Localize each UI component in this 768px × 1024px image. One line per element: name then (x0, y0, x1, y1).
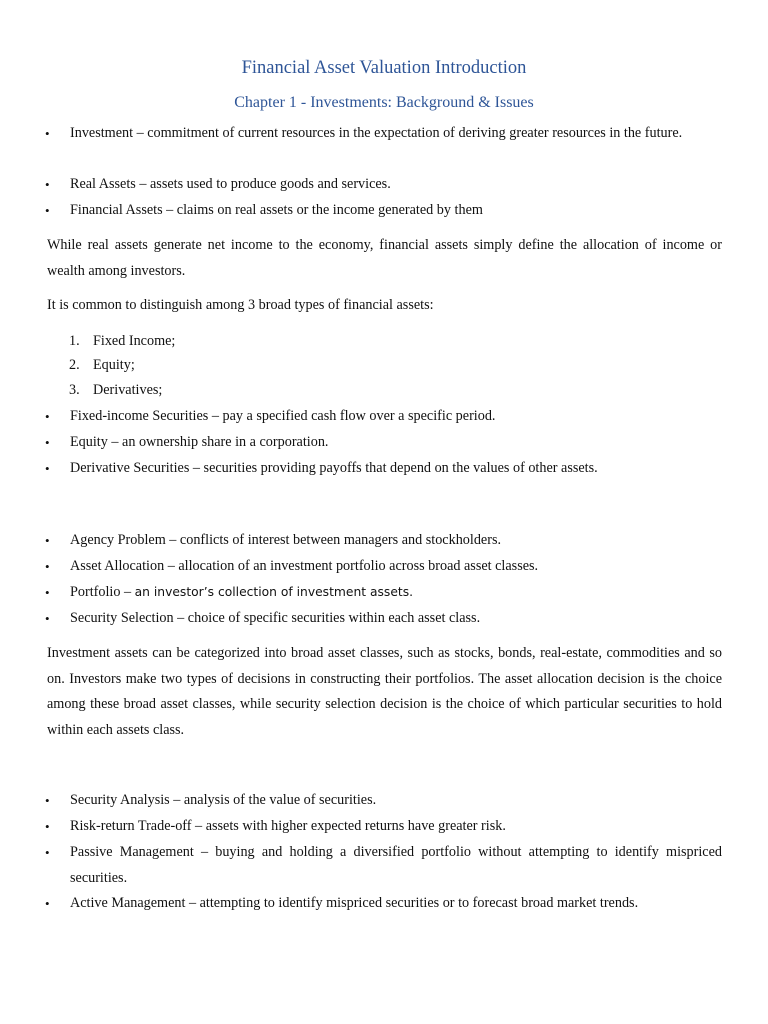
bullet-icon: • (45, 896, 50, 911)
bullet-icon: • (45, 435, 50, 450)
paragraph: Investment assets can be categorized into broad asset classes, such as stocks, bonds, real-estate, commodities and so on. Investors make two types of decisions in constructing their portfolios. The asset allocation decision is the choice among these broad asset classes, while security selection decision is the choice of which particular securities to hold within each assets class. (47, 645, 722, 738)
chapter-subtitle: Chapter 1 - Investments: Background & Issues (234, 94, 534, 111)
bullet-icon: • (45, 585, 50, 600)
bullet-icon: • (45, 533, 50, 548)
list-item-text: Derivative Securities – securities providing payoffs that depend on the values of other assets. (70, 460, 598, 476)
list-item-text: Fixed-income Securities – pay a specified cash flow over a specific period. (70, 408, 496, 424)
list-item-text: Equity – an ownership share in a corporation. (70, 434, 329, 450)
list-item-text: Asset Allocation – allocation of an investment portfolio across broad asset classes. (70, 558, 539, 574)
list-item-text: Passive Management – buying and holding a diversified portfolio without attempting to identify mispriced securities. (70, 844, 722, 886)
list-item-text: Security Selection – choice of specific securities within each asset class. (70, 610, 481, 626)
bullet-icon: • (45, 559, 50, 574)
bullet-icon: • (45, 177, 50, 192)
list-item-text: Real Assets – assets used to produce goods and services. (70, 176, 391, 192)
bullet-icon: • (45, 126, 50, 141)
bullet-icon: • (45, 203, 50, 218)
paragraph: It is common to distinguish among 3 broad types of financial assets: (47, 297, 434, 313)
list-item-text: Security Analysis – analysis of the value of securities. (70, 792, 377, 808)
bullet-icon: • (45, 793, 50, 808)
item-number: 3. (69, 382, 80, 398)
list-item-text: Risk-return Trade-off – assets with higher expected returns have greater risk. (70, 818, 506, 834)
item-text: Equity; (93, 357, 135, 373)
list-item-text: Financial Assets – claims on real assets or the income generated by them (70, 202, 483, 218)
item-number: 1. (69, 333, 80, 349)
item-number: 2. (69, 357, 80, 373)
bullet-icon: • (45, 409, 50, 424)
bullet-icon: • (45, 461, 50, 476)
list-item-text (70, 580, 722, 606)
document-title: Financial Asset Valuation Introduction (241, 58, 527, 78)
list-item-text: Active Management – attempting to identify mispriced securities or to forecast broad market trends. (70, 895, 639, 911)
bullet-icon: • (45, 611, 50, 626)
item-text: Derivatives; (93, 382, 163, 398)
bullet-icon: • (45, 845, 50, 860)
paragraph: While real assets generate net income to the economy, financial assets simply define the allocation of income or wealth among investors. (47, 237, 722, 279)
portfolio-term: Portfolio – (70, 584, 135, 600)
portfolio-definition: an investor’s collection of investment assets. (134, 585, 414, 599)
bullet-icon: • (45, 819, 50, 834)
list-item-text: Investment – commitment of current resources in the expectation of deriving greater resources in the future. (70, 125, 683, 141)
item-text: Fixed Income; (93, 333, 176, 349)
list-item-text: Agency Problem – conflicts of interest between managers and stockholders. (70, 532, 502, 548)
